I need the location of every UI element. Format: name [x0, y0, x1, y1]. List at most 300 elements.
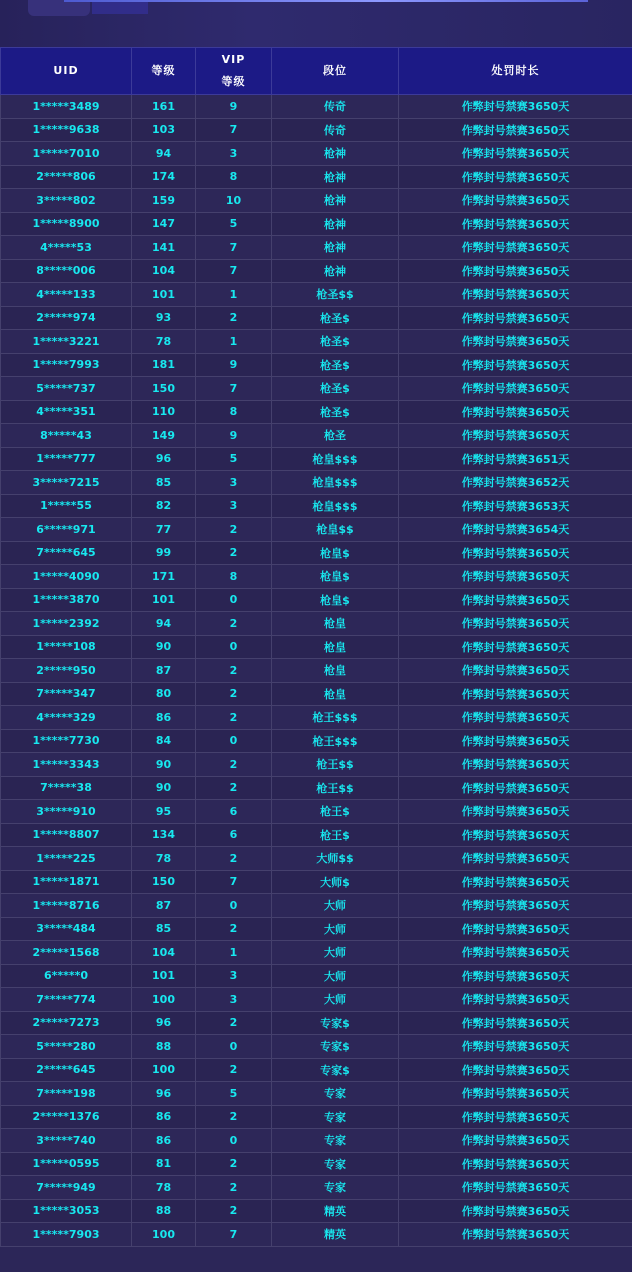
cell-rank: 专家: [272, 1129, 399, 1153]
cell-level: 110: [132, 400, 196, 424]
cell-uid: 3*****484: [1, 917, 132, 941]
cell-rank: 大师: [272, 941, 399, 965]
page-footer-space: [0, 1247, 632, 1268]
table-row: [1, 1152, 632, 1176]
cell-penalty: 作弊封号禁赛3650天: [399, 800, 632, 824]
header-level: 等级: [132, 48, 196, 95]
cell-level: 101: [132, 588, 196, 612]
cell-rank: 枪皇$$$: [272, 447, 399, 471]
cell-vip: 7: [196, 118, 272, 142]
cell-uid: 7*****774: [1, 988, 132, 1012]
cell-penalty: 作弊封号禁赛3650天: [399, 189, 632, 213]
table-row: [1, 283, 632, 307]
cell-uid: 7*****38: [1, 776, 132, 800]
table-row: [1, 1011, 632, 1035]
cell-rank: 大师$$: [272, 847, 399, 871]
cell-uid: 3*****7215: [1, 471, 132, 495]
cell-rank: 枪神: [272, 259, 399, 283]
cell-uid: 2*****950: [1, 659, 132, 683]
cell-level: 94: [132, 142, 196, 166]
cell-uid: 4*****133: [1, 283, 132, 307]
cell-penalty: 作弊封号禁赛3650天: [399, 1105, 632, 1129]
cell-rank: 枪圣$: [272, 400, 399, 424]
cell-level: 159: [132, 189, 196, 213]
cell-penalty: 作弊封号禁赛3650天: [399, 823, 632, 847]
table-row: [1, 588, 632, 612]
cell-penalty: 作弊封号禁赛3650天: [399, 283, 632, 307]
cell-penalty: 作弊封号禁赛3650天: [399, 1035, 632, 1059]
header-penalty: 处罚时长: [399, 48, 632, 95]
cell-level: 78: [132, 1176, 196, 1200]
cell-uid: 1*****3870: [1, 588, 132, 612]
header-uid: UID: [1, 48, 132, 95]
table-row: [1, 259, 632, 283]
cell-level: 104: [132, 941, 196, 965]
cell-vip: 8: [196, 565, 272, 589]
table-row: [1, 1223, 632, 1247]
cell-rank: 枪圣$$: [272, 283, 399, 307]
cell-level: 147: [132, 212, 196, 236]
cell-vip: 2: [196, 1011, 272, 1035]
cell-level: 81: [132, 1152, 196, 1176]
cell-uid: 8*****006: [1, 259, 132, 283]
cell-uid: 1*****2392: [1, 612, 132, 636]
cell-rank: 枪皇$: [272, 565, 399, 589]
cell-penalty: 作弊封号禁赛3650天: [399, 682, 632, 706]
cell-level: 150: [132, 870, 196, 894]
cell-vip: 2: [196, 1199, 272, 1223]
cell-vip: 2: [196, 659, 272, 683]
cell-level: 87: [132, 894, 196, 918]
cell-vip: 7: [196, 259, 272, 283]
cell-vip: 1: [196, 330, 272, 354]
cell-level: 100: [132, 988, 196, 1012]
header-vip: [196, 48, 272, 95]
cell-uid: 6*****971: [1, 518, 132, 542]
cell-penalty: 作弊封号禁赛3650天: [399, 964, 632, 988]
cell-vip: 2: [196, 753, 272, 777]
cell-vip: 3: [196, 142, 272, 166]
cell-vip: 7: [196, 377, 272, 401]
cell-vip: 6: [196, 823, 272, 847]
cell-rank: 专家$: [272, 1011, 399, 1035]
cell-penalty: 作弊封号禁赛3650天: [399, 753, 632, 777]
cell-penalty: 作弊封号禁赛3650天: [399, 95, 632, 119]
cell-rank: 枪圣$: [272, 330, 399, 354]
cell-level: 96: [132, 447, 196, 471]
table-row: [1, 847, 632, 871]
cell-level: 96: [132, 1082, 196, 1106]
cell-rank: 大师: [272, 917, 399, 941]
cell-rank: 枪王$: [272, 823, 399, 847]
cell-uid: 1*****3053: [1, 1199, 132, 1223]
table-row: [1, 917, 632, 941]
banner-decoration: [92, 0, 148, 14]
cell-uid: 5*****280: [1, 1035, 132, 1059]
cell-rank: 枪皇: [272, 659, 399, 683]
cell-penalty: 作弊封号禁赛3650天: [399, 706, 632, 730]
cell-penalty: 作弊封号禁赛3650天: [399, 894, 632, 918]
cell-penalty: 作弊封号禁赛3650天: [399, 1129, 632, 1153]
cell-rank: 大师: [272, 894, 399, 918]
cell-uid: 1*****1871: [1, 870, 132, 894]
banner-divider-line: [64, 0, 588, 2]
cell-rank: 大师: [272, 964, 399, 988]
table-row: [1, 682, 632, 706]
table-row: [1, 1082, 632, 1106]
cell-vip: 2: [196, 612, 272, 636]
cell-level: 101: [132, 283, 196, 307]
cell-penalty: 作弊封号禁赛3650天: [399, 1223, 632, 1247]
cell-vip: 2: [196, 518, 272, 542]
cell-level: 99: [132, 541, 196, 565]
cell-rank: 传奇: [272, 95, 399, 119]
table-row: [1, 776, 632, 800]
cell-penalty: 作弊封号禁赛3650天: [399, 565, 632, 589]
cell-penalty: 作弊封号禁赛3650天: [399, 612, 632, 636]
cell-uid: 4*****329: [1, 706, 132, 730]
cell-rank: 精英: [272, 1223, 399, 1247]
cell-level: 104: [132, 259, 196, 283]
cell-penalty: 作弊封号禁赛3650天: [399, 353, 632, 377]
table-row: [1, 894, 632, 918]
table-row: [1, 823, 632, 847]
cell-rank: 枪皇$$$: [272, 471, 399, 495]
cell-vip: 3: [196, 471, 272, 495]
cell-level: 100: [132, 1058, 196, 1082]
cell-vip: 2: [196, 917, 272, 941]
cell-uid: 1*****3343: [1, 753, 132, 777]
cell-rank: 枪神: [272, 142, 399, 166]
table-row: [1, 377, 632, 401]
cell-level: 134: [132, 823, 196, 847]
cell-penalty: 作弊封号禁赛3654天: [399, 518, 632, 542]
cell-level: 93: [132, 306, 196, 330]
cell-level: 84: [132, 729, 196, 753]
cell-level: 80: [132, 682, 196, 706]
table-row: [1, 518, 632, 542]
table-row: [1, 800, 632, 824]
cell-vip: 0: [196, 1035, 272, 1059]
table-row: [1, 870, 632, 894]
table-row: [1, 635, 632, 659]
cell-penalty: 作弊封号禁赛3650天: [399, 941, 632, 965]
cell-level: 86: [132, 706, 196, 730]
cell-penalty: 作弊封号禁赛3650天: [399, 259, 632, 283]
table-row: [1, 565, 632, 589]
cell-penalty: 作弊封号禁赛3650天: [399, 776, 632, 800]
cell-rank: 枪皇$: [272, 541, 399, 565]
cell-penalty: 作弊封号禁赛3650天: [399, 1176, 632, 1200]
cell-rank: 枪皇$$$: [272, 494, 399, 518]
header-vip-line2: 等级: [221, 75, 246, 88]
cell-vip: 3: [196, 988, 272, 1012]
table-body: [1, 95, 632, 1247]
cell-level: 96: [132, 1011, 196, 1035]
cell-rank: 专家: [272, 1176, 399, 1200]
cell-uid: 2*****645: [1, 1058, 132, 1082]
cell-penalty: 作弊封号禁赛3650天: [399, 1199, 632, 1223]
cell-rank: 枪神: [272, 236, 399, 260]
cell-rank: 枪神: [272, 189, 399, 213]
cell-level: 161: [132, 95, 196, 119]
table-row: [1, 494, 632, 518]
table-row: [1, 729, 632, 753]
cell-uid: 2*****806: [1, 165, 132, 189]
cell-vip: 2: [196, 1176, 272, 1200]
table-row: [1, 1129, 632, 1153]
cell-rank: 专家: [272, 1152, 399, 1176]
cell-uid: 2*****7273: [1, 1011, 132, 1035]
cell-level: 150: [132, 377, 196, 401]
cell-vip: 2: [196, 682, 272, 706]
cell-uid: 4*****53: [1, 236, 132, 260]
table-row: [1, 541, 632, 565]
cell-rank: 枪皇$: [272, 588, 399, 612]
cell-rank: 传奇: [272, 118, 399, 142]
cell-uid: 2*****974: [1, 306, 132, 330]
cell-uid: 1*****9638: [1, 118, 132, 142]
table-row: [1, 400, 632, 424]
cell-vip: 2: [196, 706, 272, 730]
cell-level: 174: [132, 165, 196, 189]
table-row: [1, 612, 632, 636]
table-row: [1, 95, 632, 119]
header-vip-line1: VIP: [221, 53, 246, 66]
cell-uid: 1*****8716: [1, 894, 132, 918]
cell-rank: 专家: [272, 1082, 399, 1106]
cell-uid: 1*****7730: [1, 729, 132, 753]
cell-level: 85: [132, 471, 196, 495]
cell-vip: 2: [196, 1058, 272, 1082]
cell-uid: 6*****0: [1, 964, 132, 988]
cell-penalty: 作弊封号禁赛3650天: [399, 870, 632, 894]
cell-penalty: 作弊封号禁赛3650天: [399, 1152, 632, 1176]
cell-level: 88: [132, 1199, 196, 1223]
table-row: [1, 988, 632, 1012]
cell-penalty: 作弊封号禁赛3650天: [399, 142, 632, 166]
cell-vip: 0: [196, 1129, 272, 1153]
cell-uid: 7*****645: [1, 541, 132, 565]
table-row: [1, 447, 632, 471]
header-rank: 段位: [272, 48, 399, 95]
cell-uid: 7*****949: [1, 1176, 132, 1200]
cell-uid: 1*****3489: [1, 95, 132, 119]
cell-uid: 1*****7903: [1, 1223, 132, 1247]
cell-rank: 枪神: [272, 212, 399, 236]
cell-vip: 7: [196, 870, 272, 894]
cell-uid: 1*****8900: [1, 212, 132, 236]
table-row: [1, 471, 632, 495]
cell-vip: 2: [196, 1105, 272, 1129]
table-row: [1, 353, 632, 377]
cell-penalty: 作弊封号禁赛3650天: [399, 306, 632, 330]
cell-penalty: 作弊封号禁赛3650天: [399, 847, 632, 871]
cell-uid: 1*****8807: [1, 823, 132, 847]
table-row: [1, 1199, 632, 1223]
cell-vip: 3: [196, 964, 272, 988]
cell-uid: 8*****43: [1, 424, 132, 448]
cell-penalty: 作弊封号禁赛3650天: [399, 212, 632, 236]
table-row: [1, 330, 632, 354]
cell-rank: 枪皇: [272, 612, 399, 636]
cell-vip: 9: [196, 353, 272, 377]
cell-level: 85: [132, 917, 196, 941]
cell-vip: 9: [196, 424, 272, 448]
cell-level: 77: [132, 518, 196, 542]
table-row: [1, 1105, 632, 1129]
cell-vip: 2: [196, 776, 272, 800]
cell-uid: 5*****737: [1, 377, 132, 401]
cell-rank: 枪圣$: [272, 306, 399, 330]
cell-rank: 枪圣$: [272, 353, 399, 377]
cell-level: 90: [132, 635, 196, 659]
cell-penalty: 作弊封号禁赛3650天: [399, 917, 632, 941]
cell-uid: 3*****740: [1, 1129, 132, 1153]
cell-vip: 8: [196, 400, 272, 424]
cell-vip: 2: [196, 541, 272, 565]
table-row: [1, 236, 632, 260]
cell-rank: 枪神: [272, 165, 399, 189]
cell-uid: 2*****1376: [1, 1105, 132, 1129]
cell-uid: 1*****7010: [1, 142, 132, 166]
cell-penalty: 作弊封号禁赛3650天: [399, 1082, 632, 1106]
cell-penalty: 作弊封号禁赛3650天: [399, 729, 632, 753]
cell-rank: 大师: [272, 988, 399, 1012]
ban-list-table: [0, 47, 632, 1247]
cell-rank: 枪皇$$: [272, 518, 399, 542]
cell-uid: 3*****802: [1, 189, 132, 213]
cell-vip: 0: [196, 729, 272, 753]
cell-rank: 专家$: [272, 1058, 399, 1082]
cell-uid: 1*****0595: [1, 1152, 132, 1176]
cell-penalty: 作弊封号禁赛3651天: [399, 447, 632, 471]
cell-vip: 0: [196, 588, 272, 612]
cell-penalty: 作弊封号禁赛3650天: [399, 236, 632, 260]
cell-vip: 6: [196, 800, 272, 824]
table-header: [1, 48, 632, 95]
cell-uid: 7*****198: [1, 1082, 132, 1106]
cell-level: 101: [132, 964, 196, 988]
cell-penalty: 作弊封号禁赛3652天: [399, 471, 632, 495]
table-row: [1, 424, 632, 448]
cell-level: 94: [132, 612, 196, 636]
cell-rank: 枪王$$: [272, 776, 399, 800]
cell-level: 86: [132, 1129, 196, 1153]
cell-penalty: 作弊封号禁赛3650天: [399, 118, 632, 142]
cell-vip: 1: [196, 941, 272, 965]
cell-penalty: 作弊封号禁赛3650天: [399, 659, 632, 683]
cell-rank: 枪圣: [272, 424, 399, 448]
cell-vip: 0: [196, 894, 272, 918]
table-row: [1, 306, 632, 330]
cell-level: 82: [132, 494, 196, 518]
cell-uid: 1*****4090: [1, 565, 132, 589]
cell-uid: 7*****347: [1, 682, 132, 706]
cell-rank: 枪王$: [272, 800, 399, 824]
cell-penalty: 作弊封号禁赛3650天: [399, 635, 632, 659]
table-row: [1, 1035, 632, 1059]
cell-penalty: 作弊封号禁赛3653天: [399, 494, 632, 518]
cell-level: 90: [132, 753, 196, 777]
cell-vip: 3: [196, 494, 272, 518]
cell-level: 103: [132, 118, 196, 142]
cell-vip: 9: [196, 95, 272, 119]
cell-rank: 枪皇: [272, 635, 399, 659]
cell-rank: 枪圣$: [272, 377, 399, 401]
cell-uid: 3*****910: [1, 800, 132, 824]
cell-level: 78: [132, 330, 196, 354]
cell-vip: 0: [196, 635, 272, 659]
table-row: [1, 1058, 632, 1082]
table-row: [1, 1176, 632, 1200]
cell-rank: 枪王$$$: [272, 729, 399, 753]
cell-vip: 2: [196, 306, 272, 330]
cell-vip: 2: [196, 1152, 272, 1176]
cell-vip: 5: [196, 447, 272, 471]
cell-rank: 枪皇: [272, 682, 399, 706]
table-row: [1, 142, 632, 166]
cell-uid: 1*****7993: [1, 353, 132, 377]
cell-penalty: 作弊封号禁赛3650天: [399, 988, 632, 1012]
cell-uid: 1*****225: [1, 847, 132, 871]
cell-level: 86: [132, 1105, 196, 1129]
table-row: [1, 189, 632, 213]
cell-rank: 专家$: [272, 1035, 399, 1059]
cell-level: 90: [132, 776, 196, 800]
cell-vip: 5: [196, 1082, 272, 1106]
cell-penalty: 作弊封号禁赛3650天: [399, 377, 632, 401]
cell-vip: 2: [196, 847, 272, 871]
cell-vip: 1: [196, 283, 272, 307]
cell-penalty: 作弊封号禁赛3650天: [399, 541, 632, 565]
table-row: [1, 118, 632, 142]
cell-penalty: 作弊封号禁赛3650天: [399, 424, 632, 448]
cell-penalty: 作弊封号禁赛3650天: [399, 1058, 632, 1082]
cell-vip: 5: [196, 212, 272, 236]
table-row: [1, 753, 632, 777]
cell-uid: 1*****108: [1, 635, 132, 659]
cell-level: 88: [132, 1035, 196, 1059]
cell-uid: 1*****3221: [1, 330, 132, 354]
cell-uid: 1*****55: [1, 494, 132, 518]
cell-uid: 1*****777: [1, 447, 132, 471]
cell-vip: 10: [196, 189, 272, 213]
cell-vip: 8: [196, 165, 272, 189]
table-row: [1, 165, 632, 189]
cell-level: 87: [132, 659, 196, 683]
cell-level: 171: [132, 565, 196, 589]
banner-decoration: [28, 0, 90, 16]
cell-penalty: 作弊封号禁赛3650天: [399, 1011, 632, 1035]
cell-rank: 大师$: [272, 870, 399, 894]
cell-level: 181: [132, 353, 196, 377]
cell-rank: 精英: [272, 1199, 399, 1223]
cell-vip: 7: [196, 1223, 272, 1247]
top-banner: [0, 0, 632, 47]
cell-penalty: 作弊封号禁赛3650天: [399, 165, 632, 189]
cell-penalty: 作弊封号禁赛3650天: [399, 330, 632, 354]
table-row: [1, 706, 632, 730]
table-row: [1, 212, 632, 236]
cell-rank: 枪王$$$: [272, 706, 399, 730]
cell-rank: 枪王$$: [272, 753, 399, 777]
cell-vip: 7: [196, 236, 272, 260]
table-row: [1, 964, 632, 988]
cell-level: 149: [132, 424, 196, 448]
cell-level: 78: [132, 847, 196, 871]
table-row: [1, 941, 632, 965]
